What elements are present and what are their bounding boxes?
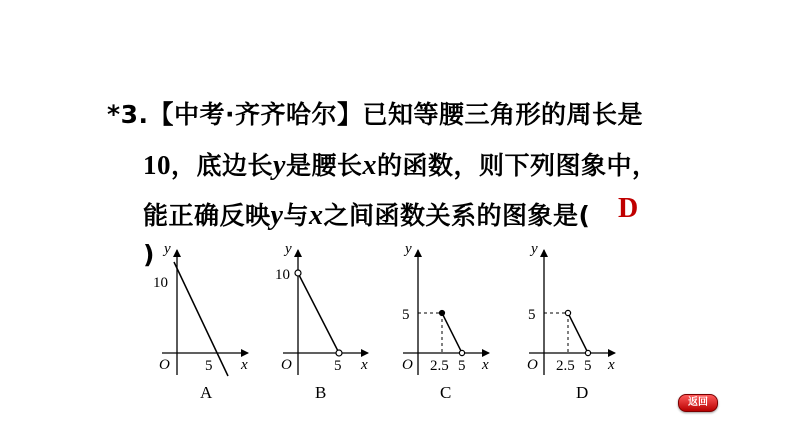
y-tick-label: 10 [153,275,168,291]
open-endpoint [585,350,590,355]
function-line [442,313,462,353]
variable-y: y [270,200,284,231]
x-axis-label: x [241,357,248,373]
variable-y: y [273,150,286,181]
origin-label: O [402,357,413,373]
x-tick-label: 5 [205,358,213,374]
perimeter-value: 10 [143,150,171,180]
x-tick-label: 2.5 [430,358,449,374]
graph-caption: D [576,383,589,402]
graph-caption: B [315,383,327,402]
y-tick-label: 10 [275,267,290,283]
question-text-2c: 的函数，则下列图象中， [376,151,658,180]
x-axis-label: x [608,357,615,373]
question-text-1: 已知等腰三角形的周长是 [362,100,643,129]
question-line-4: ) [143,240,155,269]
graph-b [275,241,368,402]
question-text-2b: 是腰长 [285,151,363,180]
question-text-3a: 能正确反映 [143,201,271,230]
closed-endpoint [439,310,444,315]
x-axis-label: x [361,357,368,373]
y-tick-label: 5 [402,307,410,323]
open-endpoint [565,310,570,315]
question-number: *3. [107,100,149,129]
y-axis-label: y [285,241,292,257]
y-axis-label: y [405,241,412,257]
y-tick-label: 5 [528,307,536,323]
origin-label: O [281,357,292,373]
question-text-3c: 之间函数关系的图象是( [323,201,591,230]
back-button[interactable]: 返回 [678,394,718,412]
x-tick-label: 5 [334,358,342,374]
open-endpoint [336,350,342,356]
open-endpoint [295,270,301,276]
y-axis-label: y [531,241,538,257]
origin-label: O [527,357,538,373]
origin-label: O [159,357,170,373]
y-axis-label: y [164,241,171,257]
question-text-3b: 与 [283,201,309,230]
x-axis-label: x [482,357,489,373]
x-tick-label: 5 [584,358,592,374]
graph-caption: A [200,383,213,402]
variable-x: x [362,150,377,181]
graph-d [527,241,615,402]
x-tick-label: 2.5 [556,358,575,374]
graph-a [153,241,248,402]
function-line [298,273,339,353]
function-line [174,262,228,376]
variable-x: x [308,200,324,231]
graph-c [402,241,489,402]
graph-caption: C [440,383,452,402]
source-tag: 【中考·齐齐哈尔】 [148,100,363,129]
x-tick-label: 5 [458,358,466,374]
open-endpoint [459,350,464,355]
function-line [568,313,588,353]
question-text-2a: ，底边长 [171,151,274,180]
answer-text: D [618,193,639,224]
